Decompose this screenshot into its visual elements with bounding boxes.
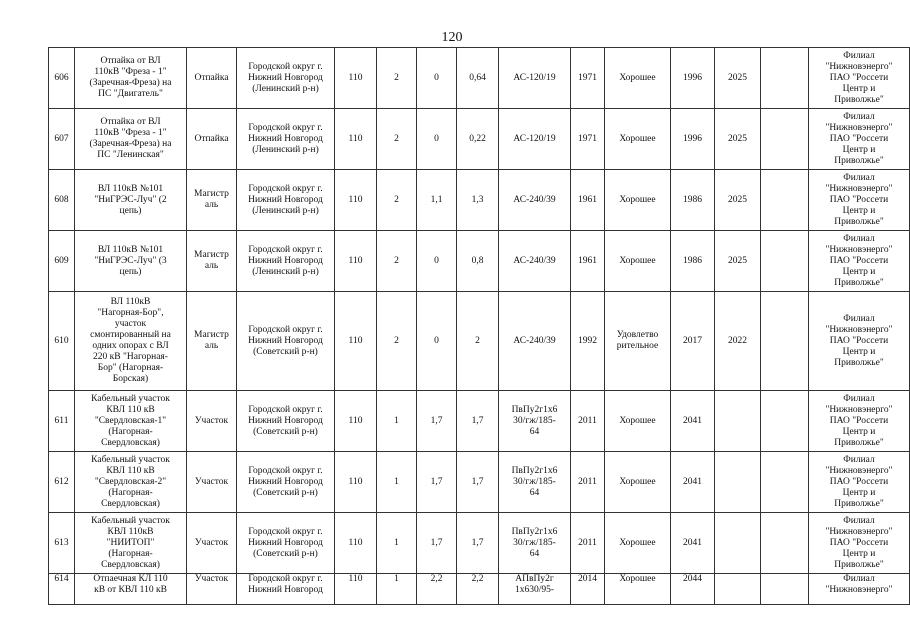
cell-voltage: 110 — [335, 109, 377, 170]
page-number: 120 — [441, 30, 463, 45]
table-row — [49, 452, 910, 513]
cell-condition: Хорошее — [605, 48, 671, 109]
table-row — [49, 513, 910, 574]
cell-line-type: Магистр аль — [187, 231, 237, 292]
cell-circuit-count: 1 — [377, 513, 417, 574]
cell-conductor-brand: АС-240/39 — [499, 170, 571, 231]
cell-length-2: 0,22 — [457, 109, 499, 170]
table-row — [49, 48, 910, 109]
cell-location: Городской округ г. Нижний Новгород (Советский р-н) — [237, 391, 335, 452]
cell-owner: Филиал "Нижновэнерго" ПАО "Россети Центр и Приволжье" — [809, 513, 910, 574]
cell-commission-year: 2011 — [571, 391, 605, 452]
cell-empty-cell — [761, 231, 809, 292]
cell-owner: Филиал "Нижновэнерго" ПАО "Россети Центр и Приволжье" — [809, 170, 910, 231]
cell-commission-year: 2011 — [571, 513, 605, 574]
cell-year-3 — [715, 452, 761, 513]
cell-row-number: 610 — [49, 292, 75, 391]
cell-year-3 — [715, 391, 761, 452]
cell-line-name: ВЛ 110кВ №101 "НиГРЭС-Луч" (2 цепь) — [75, 170, 187, 231]
cell-year-2: 1986 — [671, 170, 715, 231]
cell-owner: Филиал "Нижновэнерго" — [809, 574, 910, 605]
cell-row-number: 606 — [49, 48, 75, 109]
cell-commission-year: 1971 — [571, 48, 605, 109]
cell-empty-cell — [761, 170, 809, 231]
cell-condition: Хорошее — [605, 231, 671, 292]
cell-year-2: 2044 — [671, 574, 715, 605]
cell-line-name: ВЛ 110кВ "Нагорная-Бор", участок смонтированный на одних опорах с ВЛ 220 кВ "Нагорная- Бор" (Нагорная- Борская) — [75, 292, 187, 391]
cell-commission-year: 1961 — [571, 170, 605, 231]
cell-voltage: 110 — [335, 292, 377, 391]
cell-voltage: 110 — [335, 170, 377, 231]
cell-line-type: Отпайка — [187, 48, 237, 109]
cell-line-name: Отпайка от ВЛ 110кВ "Фреза - 1" (Заречная-Фреза) на ПС "Ленинская" — [75, 109, 187, 170]
cell-length-2: 1,7 — [457, 391, 499, 452]
cell-circuit-count: 2 — [377, 109, 417, 170]
cell-line-name: ВЛ 110кВ №101 "НиГРЭС-Луч" (3 цепь) — [75, 231, 187, 292]
cell-voltage: 110 — [335, 231, 377, 292]
cell-owner: Филиал "Нижновэнерго" ПАО "Россети Центр и Приволжье" — [809, 391, 910, 452]
cell-location: Городской округ г. Нижний Новгород (Советский р-н) — [237, 292, 335, 391]
table-row — [49, 231, 910, 292]
cell-conductor-brand: АС-120/19 — [499, 48, 571, 109]
cell-year-3 — [715, 513, 761, 574]
cell-length-2: 2 — [457, 292, 499, 391]
cell-year-2: 2041 — [671, 452, 715, 513]
cell-circuit-count: 2 — [377, 292, 417, 391]
cell-year-3: 2025 — [715, 109, 761, 170]
cell-commission-year: 2014 — [571, 574, 605, 605]
cell-owner: Филиал "Нижновэнерго" ПАО "Россети Центр и Приволжье" — [809, 109, 910, 170]
cell-row-number: 613 — [49, 513, 75, 574]
cell-line-name: Кабельный участок КВЛ 110 кВ "Свердловская-1" (Нагорная- Свердловская) — [75, 391, 187, 452]
cell-voltage: 110 — [335, 513, 377, 574]
cell-location: Городской округ г. Нижний Новгород (Ленинский р-н) — [237, 48, 335, 109]
cell-conductor-brand: ПвПу2г1х6 30/гж/185- 64 — [499, 391, 571, 452]
cell-year-3: 2025 — [715, 231, 761, 292]
cell-length-1: 0 — [417, 109, 457, 170]
cell-empty-cell — [761, 513, 809, 574]
cell-location: Городской округ г. Нижний Новгород (Советский р-н) — [237, 513, 335, 574]
cell-line-name: Кабельный участок КВЛ 110кВ "НИИТОП" (Нагорная- Свердловская) — [75, 513, 187, 574]
cell-length-1: 1,7 — [417, 391, 457, 452]
cell-voltage: 110 — [335, 48, 377, 109]
cell-line-type: Участок — [187, 391, 237, 452]
cell-year-2: 2017 — [671, 292, 715, 391]
cell-commission-year: 1971 — [571, 109, 605, 170]
cell-conductor-brand: ПвПу2г1х6 30/гж/185- 64 — [499, 513, 571, 574]
cell-circuit-count: 1 — [377, 574, 417, 605]
cell-year-2: 2041 — [671, 513, 715, 574]
cell-empty-cell — [761, 391, 809, 452]
cell-line-type: Магистр аль — [187, 170, 237, 231]
cell-location: Городской округ г. Нижний Новгород (Советский р-н) — [237, 452, 335, 513]
cell-year-3: 2022 — [715, 292, 761, 391]
cell-year-3: 2025 — [715, 170, 761, 231]
cell-commission-year: 2011 — [571, 452, 605, 513]
cell-length-1: 1,7 — [417, 513, 457, 574]
cell-length-2: 1,3 — [457, 170, 499, 231]
cell-line-name: Кабельный участок КВЛ 110 кВ "Свердловская-2" (Нагорная- Свердловская) — [75, 452, 187, 513]
cell-circuit-count: 1 — [377, 452, 417, 513]
cell-row-number: 611 — [49, 391, 75, 452]
cell-location: Городской округ г. Нижний Новгород — [237, 574, 335, 605]
cell-length-1: 0 — [417, 292, 457, 391]
cell-empty-cell — [761, 292, 809, 391]
table-row — [49, 292, 910, 391]
power-lines-table — [48, 47, 910, 605]
cell-conductor-brand: АС-240/39 — [499, 231, 571, 292]
cell-location: Городской округ г. Нижний Новгород (Ленинский р-н) — [237, 231, 335, 292]
cell-condition: Хорошее — [605, 391, 671, 452]
cell-row-number: 608 — [49, 170, 75, 231]
cell-year-2: 1996 — [671, 109, 715, 170]
cell-voltage: 110 — [335, 391, 377, 452]
cell-year-3 — [715, 574, 761, 605]
cell-line-type: Магистр аль — [187, 292, 237, 391]
cell-length-1: 1,1 — [417, 170, 457, 231]
cell-condition: Удовлетво рительное — [605, 292, 671, 391]
table-row — [49, 109, 910, 170]
cell-owner: Филиал "Нижновэнерго" ПАО "Россети Центр и Приволжье" — [809, 292, 910, 391]
cell-row-number: 609 — [49, 231, 75, 292]
cell-row-number: 612 — [49, 452, 75, 513]
cell-commission-year: 1961 — [571, 231, 605, 292]
cell-empty-cell — [761, 452, 809, 513]
cell-length-2: 0,8 — [457, 231, 499, 292]
cell-condition: Хорошее — [605, 170, 671, 231]
cell-line-type: Отпайка — [187, 109, 237, 170]
cell-empty-cell — [761, 574, 809, 605]
cell-length-2: 1,7 — [457, 452, 499, 513]
cell-condition: Хорошее — [605, 452, 671, 513]
cell-condition: Хорошее — [605, 109, 671, 170]
table-row — [49, 391, 910, 452]
cell-circuit-count: 1 — [377, 391, 417, 452]
cell-empty-cell — [761, 109, 809, 170]
cell-voltage: 110 — [335, 452, 377, 513]
cell-conductor-brand: АПвПу2г 1х630/95- — [499, 574, 571, 605]
cell-length-2: 0,64 — [457, 48, 499, 109]
cell-conductor-brand: АС-120/19 — [499, 109, 571, 170]
cell-length-2: 2,2 — [457, 574, 499, 605]
cell-line-name: Отпаечная КЛ 110 кВ от КВЛ 110 кВ — [75, 574, 187, 605]
cell-conductor-brand: АС-240/39 — [499, 292, 571, 391]
cell-year-3: 2025 — [715, 48, 761, 109]
table-row — [49, 574, 910, 605]
cell-commission-year: 1992 — [571, 292, 605, 391]
cell-owner: Филиал "Нижновэнерго" ПАО "Россети Центр и Приволжье" — [809, 48, 910, 109]
cell-circuit-count: 2 — [377, 48, 417, 109]
cell-voltage: 110 — [335, 574, 377, 605]
cell-length-1: 1,7 — [417, 452, 457, 513]
cell-line-name: Отпайка от ВЛ 110кВ "Фреза - 1" (Заречная-Фреза) на ПС "Двигатель" — [75, 48, 187, 109]
cell-length-1: 2,2 — [417, 574, 457, 605]
cell-condition: Хорошее — [605, 513, 671, 574]
cell-location: Городской округ г. Нижний Новгород (Ленинский р-н) — [237, 170, 335, 231]
cell-conductor-brand: ПвПу2г1х6 30/гж/185- 64 — [499, 452, 571, 513]
table-row — [49, 170, 910, 231]
cell-location: Городской округ г. Нижний Новгород (Ленинский р-н) — [237, 109, 335, 170]
cell-length-2: 1,7 — [457, 513, 499, 574]
cell-length-1: 0 — [417, 231, 457, 292]
cell-year-2: 1986 — [671, 231, 715, 292]
cell-row-number: 614 — [49, 574, 75, 605]
cell-line-type: Участок — [187, 513, 237, 574]
cell-empty-cell — [761, 48, 809, 109]
cell-year-2: 1996 — [671, 48, 715, 109]
cell-owner: Филиал "Нижновэнерго" ПАО "Россети Центр и Приволжье" — [809, 231, 910, 292]
cell-length-1: 0 — [417, 48, 457, 109]
cell-circuit-count: 2 — [377, 170, 417, 231]
cell-condition: Хорошее — [605, 574, 671, 605]
cell-row-number: 607 — [49, 109, 75, 170]
cell-owner: Филиал "Нижновэнерго" ПАО "Россети Центр и Приволжье" — [809, 452, 910, 513]
cell-line-type: Участок — [187, 574, 237, 605]
table-body — [49, 48, 910, 605]
table-wrapper — [48, 47, 893, 640]
cell-circuit-count: 2 — [377, 231, 417, 292]
cell-line-type: Участок — [187, 452, 237, 513]
cell-year-2: 2041 — [671, 391, 715, 452]
